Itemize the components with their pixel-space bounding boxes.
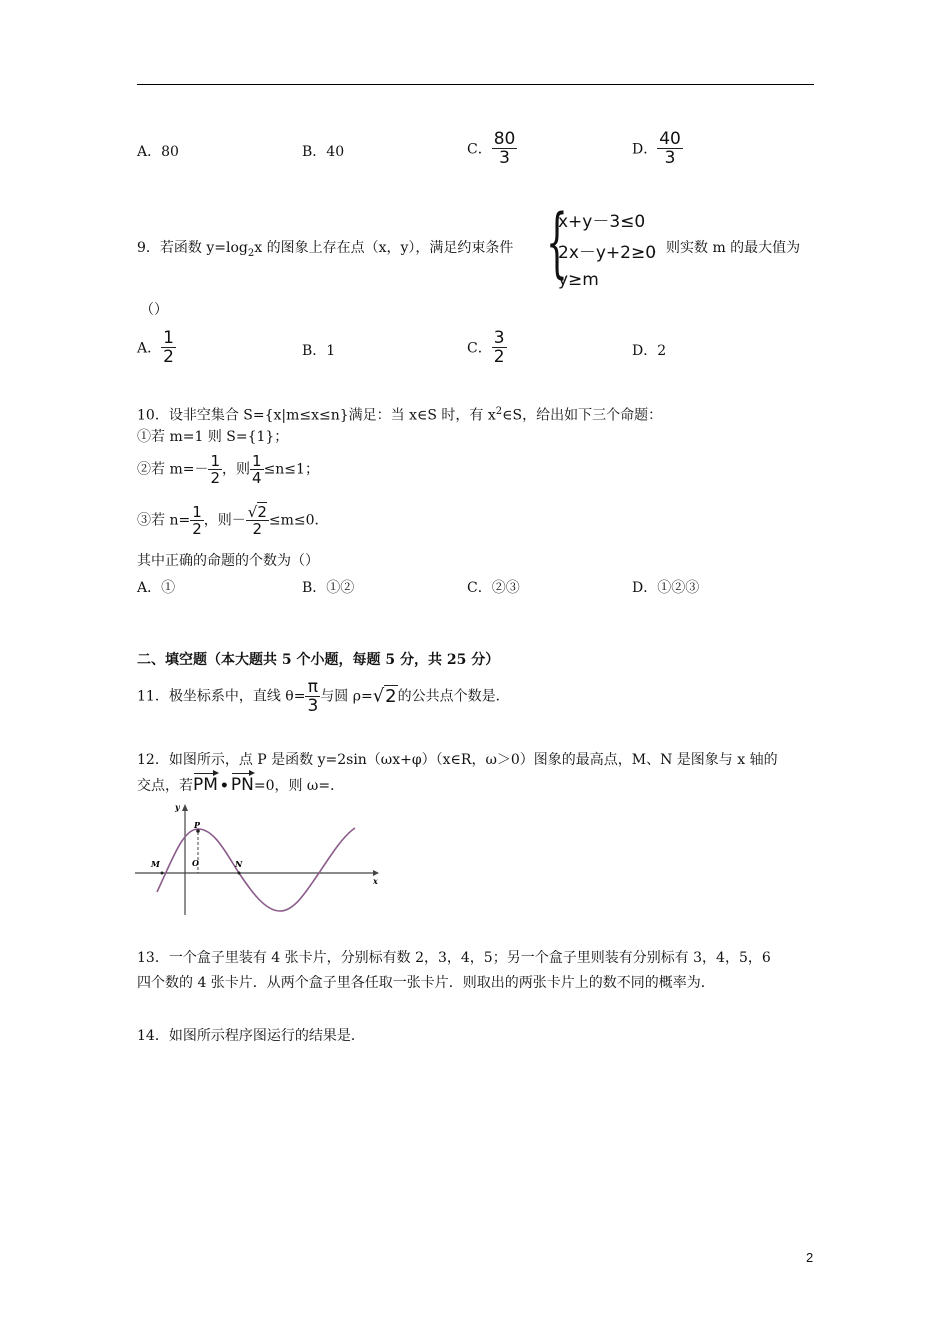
q10-p3-fraction-2 [246, 504, 269, 537]
fraction-numerator: 3 [493, 328, 505, 348]
fraction-numerator: 1 [163, 328, 174, 348]
fraction-denominator: 3 [657, 148, 683, 167]
q10-question: 其中正确的命题的个数为（） [137, 553, 319, 569]
q9-option-c-fraction [492, 329, 507, 366]
section-2-heading: 二、填空题（本大题共 5 个小题，每题 5 分，共 25 分） [137, 652, 500, 668]
q8-option-c-fraction [492, 130, 518, 167]
q9-option-a [137, 329, 176, 366]
q11-fraction [305, 678, 320, 715]
point-n [238, 872, 241, 875]
graph-label-n: N [235, 859, 243, 869]
q9-constraint-2: 2x－y+2≥0 [558, 243, 657, 263]
fraction-numerator: 1 [252, 452, 262, 470]
q10-p3-text-a: ③若 n= [137, 512, 191, 529]
q9-option-a-label: A． [137, 340, 162, 357]
q10-option-c: C．②③ [467, 580, 520, 596]
graph-label-x: x [373, 876, 378, 886]
q13-line-1: 13．一个盒子里装有 4 张卡片，分别标有数 2，3，4，5；另一个盒子里则装有分别标有 3，4，5，6 [137, 950, 771, 966]
q10-proposition-3 [137, 504, 329, 537]
q9-stem-end: ，则实数 m 的最大值为 [652, 240, 801, 256]
header-rule [137, 84, 814, 85]
q10-p2-text-c: ≤n≤1； [263, 461, 319, 478]
q10-stem-part-2: ∈S，给出如下三个命题： [502, 407, 663, 424]
q11-text-b: 与圆 ρ= [320, 688, 373, 705]
fraction-numerator: 40 [659, 129, 681, 149]
q10-option-a: A．① [137, 580, 176, 596]
q10-p3-radicand: 2 [257, 503, 267, 521]
fraction-denominator: 4 [252, 469, 262, 487]
fraction-denominator: 2 [493, 347, 505, 367]
fraction-numerator: 1 [210, 452, 221, 470]
q10-p2-text-a: ②若 m=－ [137, 461, 209, 478]
fraction-numerator: 80 [493, 129, 516, 149]
q10-proposition-2 [137, 453, 319, 486]
q9-constraint-1: x+y－3≤0 [558, 212, 646, 232]
fraction-denominator: 2 [163, 347, 174, 367]
fraction-denominator: 2 [246, 520, 269, 537]
q10-p2-fraction-1 [208, 453, 222, 486]
q8-option-b: B．40 [302, 144, 345, 160]
q11-text-c: 的公共点个数是． [397, 688, 510, 705]
q11-sqrt: √2 [372, 685, 397, 707]
q8-option-c [467, 130, 517, 167]
q9-option-d: D．2 [632, 343, 667, 359]
graph-label-p: P [194, 820, 201, 830]
q12-dot-product: • [219, 778, 229, 794]
q10-stem [137, 402, 662, 426]
q10-p2-fraction-2 [250, 453, 264, 486]
q13-line-2: 四个数的 4 张卡片．从两个盒子里各任取一张卡片．则取出的两张卡片上的数不同的概率为． [137, 975, 715, 991]
q10-p3-text-c: ≤m≤0． [268, 512, 329, 529]
q8-option-c-label: C． [467, 141, 492, 158]
q10-option-b: B．①② [302, 580, 355, 596]
q9-paren: （） [140, 302, 168, 318]
q12-line-1: 12．如图所示，点 P 是函数 y=2sin（ωx+φ）（x∈R，ω＞0）图象的最高点，M、N 是图象与 x 轴的 [137, 752, 778, 768]
q9-log-base: 2 [247, 247, 255, 259]
sine-curve [157, 828, 355, 911]
q10-stem-superscript: 2 [495, 406, 503, 417]
q9-option-a-fraction [161, 329, 176, 366]
q12-vector-pn: PN [230, 775, 254, 795]
q9-constraint-brace: { [546, 197, 568, 286]
q9-option-c [467, 329, 507, 366]
graph-label-m: M [151, 859, 160, 869]
graph-label-o: O [192, 858, 199, 868]
q9-text-after: x 的图象上存在点（x，y），满足约束条件 [254, 240, 514, 256]
q10-stem-part-1: 10．设非空集合 S={x|m≤x≤n}满足：当 x∈S 时，有 x [137, 407, 496, 424]
graph-label-y: y [175, 802, 180, 812]
q9-option-c-label: C． [467, 340, 492, 357]
page-number: 2 [806, 1250, 814, 1265]
q11-text-a: 11．极坐标系中，直线 θ= [137, 688, 306, 705]
fraction-denominator: 3 [307, 696, 319, 716]
q10-proposition-1: ①若 m=1 则 S={1}； [137, 429, 289, 445]
q11-radicand: 2 [385, 685, 397, 707]
q8-option-a: A．80 [137, 144, 179, 160]
point-m [161, 872, 164, 875]
y-axis-arrow [182, 804, 188, 811]
fraction-denominator: 3 [492, 148, 518, 167]
q10-p2-text-b: ，则 [222, 461, 251, 478]
q8-option-d [632, 130, 683, 167]
q12-sine-graph [135, 800, 385, 915]
q10-p3-fraction-1 [190, 504, 204, 537]
q11-stem [137, 678, 510, 715]
q9-text-before: 9．若函数 y=log [137, 240, 248, 256]
fraction-numerator: π [307, 677, 318, 697]
q12-vector-pm: PM [193, 775, 218, 795]
q12-line-2 [137, 775, 344, 796]
q9-option-b: B．1 [302, 343, 336, 359]
q9-stem [137, 238, 513, 264]
q14-line-1: 14．如图所示程序图运行的结果是． [137, 1028, 365, 1044]
fraction-numerator: √2 [247, 503, 267, 521]
q10-p3-text-b: ，则－ [203, 512, 246, 529]
q10-option-d: D．①②③ [632, 580, 700, 596]
q9-constraint-3: y≥m [558, 270, 599, 290]
q12-text-b: =0，则 ω=． [253, 778, 345, 794]
q8-option-d-label: D． [632, 141, 658, 158]
q8-option-d-fraction [657, 130, 683, 167]
q12-text-a: 交点，若 [137, 778, 193, 794]
fraction-numerator: 1 [192, 503, 202, 521]
fraction-denominator: 2 [210, 469, 221, 487]
fraction-denominator: 2 [192, 520, 202, 538]
